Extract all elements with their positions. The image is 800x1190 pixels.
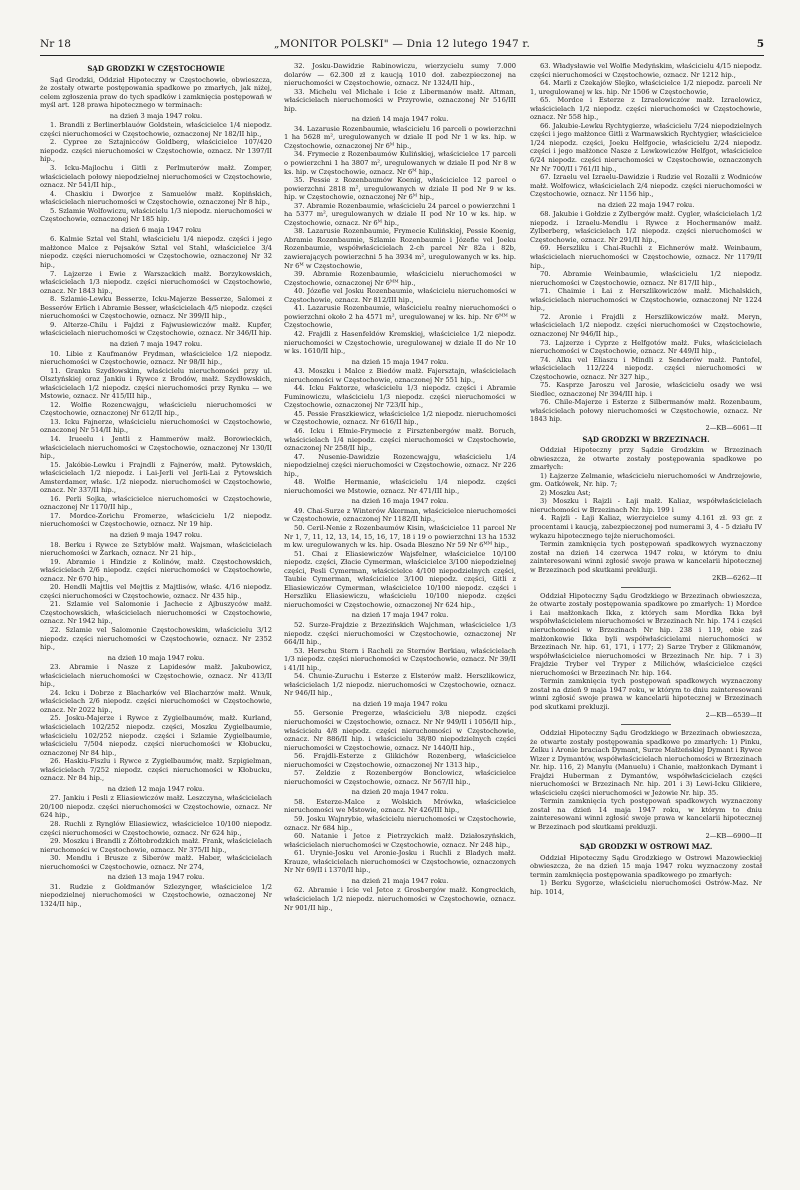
notice-paragraph: 40. Józefie vel Josku Rozenbaumie, właścicielu nieruchomości w Częstochowie, oznacz. Nr 812/III hip.,	[284, 287, 516, 304]
notice-paragraph: Oddział Hipoteczny Sądu Grodzkiego w Ostrowi Mazowieckiej obwieszcza, że na dzień 15 maja 1947 roku wyznaczony został termin zamknięcia postępowania spadkowego po zmarłych:	[530, 853, 762, 879]
notice-paragraph: 57. Zeldzie z Rozenbergów Bonclowicz, właścicielce nieruchomości w Częstochowie, oznacz. Nr 567/II hip.,	[284, 769, 516, 786]
header-rule	[40, 55, 764, 56]
term-date-heading: na dzień 17 maja 1947 roku.	[351, 611, 449, 620]
notice-reference: 2—KB—6061—II	[705, 423, 762, 432]
notice-paragraph: 42. Frajdli z Hasenfeldów Kremskiej, właścicielce 1/2 niepodz. nieruchomości w Częstochowie, uregulowanej w dziale II do Nr 10 w ks. 1610/II hip.,	[284, 329, 516, 356]
notice-paragraph: Oddział Hipoteczny przy Sądzie Grodzkim w Brzezinach obwieszcza, że otwarte zostały postępowania spadkowe po zmarłych:	[530, 446, 762, 472]
notice-paragraph: 34. Lazarusie Rozenbaumie, właścicielu 16 parceli o powierzchni 1 ha 5628 m², uregulowanych w dziale II pod Nr 1 w ks. hip. w Częstochowie, oznaczonej Nr 6ᴹ hip.,	[284, 124, 516, 150]
notice-paragraph: 1) Łajzerze Zelmanie, właścicielu nieruchomości w Andrzejowie, gm. Oatkówek, Nr. hip. 7;	[530, 471, 762, 489]
notice-paragraph: 67. Izraelu vel Izraelu-Dawidzie i Rudzie vel Rozalii z Wodniców małż. Wolfowicz, właścicielach 2/4 niepodz. części nieruchomości w Częstochowie, oznacz. Nr 1156 hip.,	[530, 173, 762, 199]
notice-paragraph: 54. Chunie-Zuruchu i Esterze z Elsterów małż. Herszlikowicz, właścicielach 1/2 niepodz. nieruchomości w Częstochowie, oznacz. Nr 946/II hip.,	[284, 672, 516, 698]
notice-paragraph: Oddział Hipoteczny Sądu Grodzkiego w Brzezinach obwieszcza, że otwarte zostały postępowania spadkowe po zmarłych: 1) Mordce i Łai małżonkach Ikka, z których sam Mordka Ikka był współwłaścicielem nieruchomości w Brzezinach Nr. hip. 174 i części nieruchomości w Brzezinach Nr hip. 238 i 119, obie zaś małżonkowie Ikka byli współwłaścicielami nieruchomości w Brzezinach Nr. hip. 61, 171, i 177; 2) Sarze Tryber z Glikmanów, współwłaścicielce nieruchomości w Brzezinach Nr. hip. 7 i 3) Frajdzie Tryber vel Tryper z Milichów, właścicielce części nieruchomości w Brzezinach Nr. hip. 164.	[530, 591, 762, 677]
notice-paragraph: 10. Libie z Kaufmanów Frydman, właścicielce 1/2 niepodz. nieruchomości w Częstochowie, oznacz. Nr 98/II hip.,	[40, 349, 272, 367]
notice-paragraph: 3. Icku-Majlochu i Gitli z Perlmuterów małż. Zomper, właścicielach połowy niepodzielnej nieruchomości w Częstochowie, oznacz. Nr 541/II hip.,	[40, 164, 272, 190]
notice-paragraph: 9. Alterze-Chilu i Fajdzi z Fajwusiewiczów małż. Kupfer, właścicielach nieruchomości w Częstochowie, oznacz. Nr 346/II hip.	[40, 320, 272, 338]
notice-paragraph: 24. Icku i Dobrze z Blacharków vel Blacharzów małż. Wnuk, właścicielach 2/6 niepodz. części nieruchomości w Częstochowie, oznacz. Nr 2022 hip.,	[40, 688, 272, 714]
notice-paragraph: 55. Gersonie Pregerze, właścicielu 3/8 niepodz. części nieruchomości w Częstochowie, oznacz. Nr Nr 949/II i 1056/II hip., właścicielu 4/8 niepodz. części nieruchomości w Częstochowie, oznacz. Nr 886/II hip. i właścicielu 38/80 niepodzielnych części nieruchomości w Częstochowie, oznacz. Nr 1440/II hip.,	[284, 709, 516, 752]
notice-paragraph: 72. Aronie i Frajdli z Herszlikowiczów małż. Meryn, właścicielach 1/2 niepodz. części nieruchomości w Częstochowie, oznaczonej Nr 946/II hip.,	[530, 312, 762, 338]
notice-paragraph: 4. Chaskiu i Dworjce z Samuelów małż. Kopińskich, właścicielach nieruchomości w Częstochowie, oznaczonej Nr 8 hip.,	[40, 189, 272, 207]
notice-paragraph: 17. Mordce-Zorichu Fromerze, właścicielu 1/2 niepodz. nieruchomości w Częstochowie, oznacz. Nr 19 hip.	[40, 511, 272, 529]
notice-paragraph: 53. Herschu Stern i Racheli ze Sternów Berkiau, właścicielach 1/3 niepodz. części nieruchomości w Częstochowie, oznacz. Nr 39/II i 41/II hip.,	[284, 646, 516, 672]
notice-paragraph: 61. Urynie-Josku vel Aronie-Josku i Ruchli z Bladych małż. Krauze, właścicielach nieruchomości w Częstochowie, oznaczonych Nr Nr 69/II i 1370/II hip.,	[284, 849, 516, 875]
term-date-heading: na dzień 6 maja 1947 roku	[110, 225, 202, 234]
court-section-title: SĄD GRODZKI W BRZEZINACH.	[582, 434, 710, 444]
notice-paragraph: 49. Chai-Surze z Winterów Akerman, właścicielce nieruchomości w Częstochowie, oznaczonej Nr 1182/II hip.,	[284, 506, 516, 524]
notice-paragraph: 62. Abramie i Icie vel Jetce z Grosbergów małż. Kongreckich, właścicielach 1/2 niepodz. nieruchomości w Częstochowie, oznacz. Nr 901/II hip.,	[284, 886, 516, 912]
notice-paragraph: 51. Chai z Eliasiewiczów Wajsfelner, właścicielce 10/100 niepodz. części, Złacie Cymerman, właścicielce 3/100 niepodzielnej części, Pesli Cymerman, właścicielce 4/100 niepodzielnych części, Taubie Cymerman, właścicielce 3/100 niepodz. części, Gitli z Eliasiewiczów Cymerman, właścicielce 10/100 niepodz. części i Herszliku Eliasiewiczu, właścicielu 10/100 niepodz. części nieruchomości w Częstochowie, oznaczonej Nr 624 hip.,	[284, 549, 516, 609]
notice-paragraph: 25. Josku-Majerze i Rywce z Zygielbaumów, małż. Kurland, właścicielach 102/252 niepodz. części, Moszku Zygielbaumie, właścicielu 102/252 niepodz. części i Szlamie Zygielbaumie, właścicielu 7/504 niepodz. części nieruchomości w Kłobucku, oznaczonej Nr 84 hip.,	[40, 714, 272, 757]
notice-paragraph: 44. Icku Faktorze, właścicielu 1/3 niepodz. części i Abramie Fuminowiczu, właścicielu 1/3 niepodz. części nieruchomości w Częstochowie, oznaczonej Nr 723/II hip.,	[284, 384, 516, 410]
notice-paragraph: 2) Moszku Ast;	[540, 488, 591, 497]
publication-title: „MONITOR POLSKI" — Dnia 12 lutego 1947 r.	[273, 38, 531, 50]
term-date-heading: na dzień 9 maja 1947 roku.	[109, 530, 203, 539]
term-date-heading: na dzień 13 maja 1947 roku.	[107, 873, 205, 882]
notice-paragraph: 1) Berku Sygorze, właścicielu nieruchomości Ostrów-Maz. Nr hip. 1014,	[530, 879, 762, 896]
text-column-1	[40, 62, 272, 1172]
page-header	[40, 38, 764, 54]
notice-separator	[621, 724, 671, 725]
term-date-heading: na dzień 12 maja 1947 roku.	[107, 784, 205, 793]
notice-paragraph: 66. Jakubie-Lewku Rychtygierze, właścicielu 7/24 niepodzielnych części i jego małżonce Gitli z Warmawskich Rychtygier, właścicielce 1/24 niepodz. części, Joeku Helfgocie, właścicielu 2/24 niepodz. części i jego małżonce Nasze z Lewkowiczów Helfgot, właścicielce 6/24 niepodz. części nieruchomości w Częstochowie, oznaczonych Nr Nr 700/II i 761/II hip.,	[530, 121, 762, 173]
page-number-right: 5	[756, 38, 764, 50]
notice-paragraph: 43. Moszku i Malce z Biedów małż. Fajersztajn, właścicielach nieruchomości w Częstochowie, oznaczonej Nr 551 hip.,	[284, 367, 516, 384]
notice-paragraph: 46. Icku i Ełmie-Frymecie z Firsztenbergów małż. Boruch, właścicielach 1/4 niepodz. części nieruchomości w Częstochowie, oznaczonej Nr 258/II hip.,	[284, 426, 516, 453]
term-date-heading: na dzień 19 maja 1947 roku	[352, 699, 448, 708]
notice-paragraph: Termin zamknięcia tych postępowań spadkowych wyznaczony został na dzień 14 maja 1947 roku, w którym to dniu zainteresowani winni zgłosić swoje prawa w kancelarii hipotecznej w Brzezinach pod skutkami prekluzji.	[530, 797, 762, 832]
notice-paragraph: 45. Pessie Fraszkiewicz, właścicielce 1/2 niepodz. nieruchomości w Częstochowie, oznacz. Nr 616/II hip.,	[284, 409, 516, 427]
notice-paragraph: 29. Moszku i Brandli z Żółtobrodzkich małż. Frank, właścicielach nieruchomości w Częstochowie, oznacz. Nr 375/II hip.,	[40, 837, 272, 854]
notice-paragraph: 31. Rudzie z Goldmanów Szlezynger, właścicielce 1/2 niepodzielnej nieruchomości w Częstochowie, oznaczonej Nr 1324/II hip.,	[40, 882, 272, 908]
term-date-heading: na dzień 16 maja 1947 roku.	[351, 497, 449, 506]
term-date-heading: na dzień 7 maja 1947 roku.	[109, 339, 203, 348]
notice-paragraph: 63. Władysławie vel Wolfie Medyńskim, właścicielu 4/15 niepodz. części nieruchomości w Częstochowie, oznacz. Nr 1212 hip.,	[530, 62, 762, 79]
notice-paragraph: 5. Szlamie Wolfowiczu, właścicielu 1/3 niepodz. nieruchomości w Częstochowie, oznaczonej Nr 185 hip.	[40, 206, 272, 224]
notice-paragraph: 59. Josku Wajnrybie, właścicielu nieruchomości w Częstochowie, oznacz. Nr 684 hip.,	[284, 815, 516, 832]
notice-paragraph: 32. Josku-Dawidzie Rabinowiczu, wierzycielu sumy 7.000 dolarów — 62.300 zł z kaucją 1010 doł. zabezpieczonej na nieruchomości w Częstochowie, oznacz. Nr 1324/II hip.,	[284, 62, 516, 88]
notice-paragraph: 6. Kalmie Sztal vel Stahl, właścicielu 1/4 niepodz. części i jego małżonce Malce z Pejsaków Sztal vel Stahl, właścicielce 3/4 niepodz. części nieruchomości w Częstochowie, oznaczonej Nr 32 hip.,	[40, 235, 272, 270]
notice-paragraph: 70. Abramie Weinbaumie, właścicielu 1/2 niepodz. nieruchomości w Częstochowie, oznacz. Nr 817/II hip.,	[530, 270, 762, 287]
notice-paragraph: 33. Michelu vel Michale i Icie z Libermanów małż. Altman, właścicielach nieruchomości w Przyrowie, oznaczonej Nr 516/III hip.	[284, 87, 516, 113]
text-column-2	[284, 62, 516, 1172]
notice-paragraph: 58. Esterze-Malce z Wolskich Mrówka, właścicielce nieruchomości we Mstowie, oznacz. Nr 426/III hip.,	[284, 797, 516, 815]
notice-reference: 2—KB—6539—II	[705, 711, 762, 720]
notice-paragraph: Termin zamknięcia tych postępowań spadkowych wyznaczony został na dzień 9 maja 1947 roku, w którym to dniu zainteresowani winni zgłosić swoje prawa w kancelarii hipotecznej w Brzezinach pod skutkami prekluzji.	[530, 677, 762, 711]
notice-paragraph: 21. Szlamie vel Salomonie i Jachecie z Ajbuszyców małż. Częstochowskich, właścicielach nieruchomości w Częstochowie, oznacz. Nr 1942 hip.,	[40, 600, 272, 626]
notice-paragraph: 2. Cypree ze Sztajnicców Goldberg, właścicielce 107/420 niepodz. części nieruchomości w Częstochowie, oznacz. Nr 1397/II hip.,	[40, 138, 272, 164]
notice-paragraph: 50. Ceril-Nenie z Rozenbaumów Kisin, właścicielce 11 parcel Nr Nr 1, 7, 11, 12, 13, 14, 15, 16, 17, 18 i 19 o powierzchni 13 ha 1532 m kw. uregulowanych w ks. hip. Osada Bleszno Nr 59 Nr 6ᴹᴹ hip.,	[284, 523, 516, 550]
term-date-heading: na dzień 21 maja 1947 roku.	[351, 876, 449, 885]
notice-paragraph: 3) Moszku i Rajzli - Łaji małż. Kaliaz, współwłaścicielach nieruchomości w Brzezinach Nr. hip. 199 i	[530, 497, 762, 514]
notice-paragraph: Oddział Hipoteczny Sądu Grodzkiego w Brzezinach obwieszcza, że otwarte zostały postępowania spadkowe po zmarłych: 1) Pinku, Zelku i Aronie braciach Dymant, Surze Małżeńskiej Dymant i Rywce Wizer z Dymantów, współwłaścicielach nieruchomości w Brzezinach Nr. hip. 116, 2) Manylu (Manuelu) i Chanie, małżonkach Dymant i Frajdzi Huberman z Dymantów, współwłaścicielach części nieruchomości w Brzezinach Nr. hip. 201 i 3) Lewi-Icku Glikiere, właścicielu części nieruchomości w Jeżowie Nr. hip. 35.	[530, 729, 762, 797]
notice-paragraph: 68. Jakubie i Gołdzie z Zylbergów małż. Cygler, właścicielach 1/2 niepodz. i Izraelu-Mendlu i Rywce z Hochermanów małż. Zylberberg, właścicielach 1/2 niepodz. części nieruchomości w Częstochowie, oznacz. Nr 291/II hip.,	[530, 210, 762, 244]
notice-paragraph: 28. Ruchli z Rynglów Eliasiewicz, właścicielce 10/100 niepodz. części nieruchomości w Częstochowie, oznacz. Nr 624 hip.,	[40, 820, 272, 837]
notice-paragraph: 73. Lajzerze i Cyprze z Helfgotów małż. Fuks, właścicielach nieruchomości w Częstochowie, oznacz. Nr 449/II hip.,	[530, 338, 762, 356]
notice-paragraph: 35. Pessie z Rozenbaumów Koenig, właścicielce 12 parcel o powierzchni 2818 m², uregulowanych w dziale II pod Nr 9 w ks. hip. w Częstochowie, oznaczonej Nr 6ᴹ hip.,	[284, 176, 516, 202]
notice-paragraph: 7. Lajzerze i Ewie z Warszackich małż. Borzykowskich, właścicielach 1/3 niepodz. części nieruchomości w Częstochowie, oznacz. Nr 1843 hip.,	[40, 269, 272, 295]
notice-paragraph: 13. Icku Fajnerze, właścicielu nieruchomości w Częstochowie, oznaczonej Nr 514/II hip.,	[40, 417, 272, 435]
notice-paragraph: 12. Wolfie Rozencwajgu, właścicielu nieruchomości w Częstochowie, oznaczonej Nr 612/II hip.,	[40, 400, 272, 418]
notice-paragraph: 74. Alku vel Eliaszu i Mindli z Senderów małż. Pantofel, właścicielach 112/224 niepodz. części nieruchomości w Częstochowie, oznacz. Nr 327 hip.,	[530, 355, 762, 381]
notice-paragraph: 60. Natanie i Jetce z Pietrzyckich małż. Działoszyńskich, właścicielach nieruchomości w Częstochowie, oznacz. Nr 248 hip.,	[284, 832, 516, 849]
notice-reference: 2KB—6262—II	[712, 574, 762, 583]
notice-paragraph: 39. Abramie Rozenbaumie, właścicielu nieruchomości w Częstochowie, oznaczonej Nr 6ᴹᴹ hip.,	[284, 270, 516, 287]
term-date-heading: na dzień 22 maja 1947 roku.	[597, 200, 695, 209]
notice-paragraph: 19. Abramie i Hindzie z Kolinów, małż. Częstochowskich, właścicielach 2/6 niepodz. części nieruchomości w Częstochowie, oznacz. Nr 670 hip.,	[40, 557, 272, 583]
notice-paragraph: 15. Jakóbie-Lewku i Frajndli z Fajnerów, małż. Pytowskich, właścicielach 1/2 niepodz. i Lai-Jerli vel Jerli-Lai z Pytowskich Amsterdamer, właśc. 1/2 niepodz. nieruchomości w Częstochowie, oznacz. Nr 337/II hip.,	[40, 460, 272, 495]
notice-paragraph: 69. Herszliku i Chai-Ruchli z Eichnerów małż. Weinbaum, właścicielach nieruchomości w Częstochowie, oznacz. Nr 1179/II hip.,	[530, 244, 762, 270]
notice-paragraph: 37. Abramie Rozenbaumie, właścicielu 24 parcel o powierzchni 1 ha 5377 m², uregulowanych w dziale II pod Nr 10 w ks. hip. w Częstochowie, oznacz. Nr 6ᴹ hip.,	[284, 201, 516, 227]
page-number-left: Nr 18	[40, 38, 71, 50]
term-date-heading: na dzień 20 maja 1947 roku.	[351, 788, 449, 797]
notice-reference: 2—KB—6900—II	[705, 831, 762, 840]
notice-paragraph: 22. Szlamie vel Salomonie Częstochowskim, właścicielu 3/12 niepodz. części nieruchomości w Częstochowie, oznacz. Nr 2352 hip.,	[40, 626, 272, 652]
notice-paragraph: 16. Perli Sojka, właścicielce nieruchomości w Częstochowie, oznaczonej Nr 1170/II hip.,	[40, 494, 272, 512]
notice-paragraph: 14. Irueelu i Jentli z Hammerów małż. Borowieckich, właścicielach nieruchomości w Częstochowie, oznaczonej Nr 130/II hip.,	[40, 434, 272, 461]
notice-paragraph: 75. Kasprze Jaroszu vel Jarosie, właścicielu osady we wsi Siedlec, oznaczonej Nr 394/III hip. i	[530, 381, 762, 398]
notice-paragraph: 48. Wolfie Hermanie, właścicielu 1/4 niepodz. części nieruchomości we Mstowie, oznacz. Nr 471/III hip.,	[284, 478, 516, 495]
notice-paragraph: 64. Marli z Czekajów Slejko, właścicielce 1/2 niepodz. parceli Nr 1, uregulowanej w ks. hip. Nr 1506 w Częstochowie,	[530, 79, 762, 96]
notice-paragraph: 1. Brandli z Berlinerblauów Goldstein, właścicielce 1/4 niepodz. części nieruchomości w Częstochowie, oznaczonej Nr 182/II hip.,	[40, 121, 272, 138]
notice-paragraph: 71. Chaimie i Łai z Herszlikowiczów małż. Michalskich, właścicielach nieruchomości w Częstochowie, oznaczonej Nr 1224 hip.,	[530, 287, 762, 313]
notice-paragraph: 38. Lazarusie Rozenbaumie, Frymecie Kulińskiej, Pessie Koenig, Abramie Rozenbaumie, Szlamie Rozenbaumie i Józefie vel Joeku Rozenbaumie, współwłaścicielach 2-ch parcel Nr 82a i 82b, zawierających powierzchni 5 ha 3934 m², uregulowanych w ks. hip. Nr 6ᴹ w Częstochowie,	[284, 227, 516, 270]
notice-paragraph: 30. Mendlu i Brusze z Siberów małż. Haber, właścicielach nieruchomości w Częstochowie, oznacz. Nr 274,	[40, 854, 272, 871]
term-date-heading: na dzień 10 maja 1947 roku.	[107, 653, 205, 662]
notice-paragraph: 11. Granku Szydłowskim, właścicielu nieruchomości przy ul. Olsztyńskiej oraz Jankiu i Rywce z Brodów, małż. Szydłowskich, właścicielach 1/2 niepodz. części nieruchomości przy Rynku — we Mstowie, oznacz. Nr 415/III hip.,	[40, 366, 272, 401]
notice-paragraph: 41. Lazarusie Rozenbaumie, właścicielu realny nieruchomości o powierzchni około 2 ha 4571 m², uregulowanej w ks. hip. Nr 6ᴹᴹ w Częstochowie,	[284, 304, 516, 330]
notice-paragraph: Termin zamknięcia tych postępowań spadkowych wyznaczony został na dzień 14 czerwca 1947 roku, w którym to dniu zainteresowani winni zgłosić swoje prawa w kancelarii hipotecznej w Brzezinach pod skutkami prekluzji.	[530, 540, 762, 574]
notice-paragraph: 4. Rajzli - Łaji Kaliaz, wierzycielce sumy 4.161 zł. 93 gr. z procentami i kaucją, zabezpieczonej pod numerami 3, 4 - 5 działu IV wykazu hipotecznego tejże nieruchomości.	[530, 514, 762, 540]
court-section-title: SĄD GRODZKI W CZĘSTOCHOWIE	[87, 64, 225, 73]
notice-paragraph: 65. Mordce i Esterze z Izraelowiczów małż. Izraelowicz, właścicielach 1/2 niepodz. części nieruchomości w Częstochowie, oznacz. Nr 558 hip.,	[530, 96, 762, 122]
text-column-3	[530, 62, 762, 1172]
notice-paragraph: 18. Berku i Rywce ze Sztyblów małż. Wajsman, właścicielach nieruchomości w Żarkach, oznacz. Nr 21 hip.,	[40, 540, 272, 558]
notice-separator	[621, 587, 671, 588]
notice-paragraph: 8. Szlamie-Lewku Besserze, Icku-Majerze Besserze, Salomei z Besserów Erlich i Abramie Besser, właścicielach 4/5 niepodz. części nieruchomości w Częstochowie, oznacz. Nr 399/II hip.,	[40, 295, 272, 321]
notice-paragraph: 23. Abramie i Nasze z Lapidesów małż. Jakubowicz, właścicielach nieruchomości w Częstochowie, oznacz. Nr 413/II hip.,	[40, 663, 272, 689]
notice-paragraph: Sąd Grodzki, Oddział Hipoteczny w Częstochowie, obwieszcza, że zostały otwarte postępowania spadkowe po zmarłych, jak niżej, celem zgłoszenia praw do tych spadków i zamknięcia postępowań w myśl art. 128 prawa hipotecznego w terminach:	[40, 75, 272, 110]
term-date-heading: na dzień 3 maja 1947 roku.	[109, 111, 203, 120]
notice-paragraph: 56. Frajdli-Esterze z Glikichów Rozenberg, właścicielce nieruchomości w Częstochowie, oznaczonej Nr 1313 hip.,	[284, 752, 516, 769]
notice-paragraph: 26. Haskiu-Fiszlu i Rywce z Zygielbaumów, małż. Szpigielman, właścicielach 7/252 niepodz. części nieruchomości w Kłobucku, oznacz. Nr 84 hip.,	[40, 757, 272, 783]
term-date-heading: na dzień 15 maja 1947 roku.	[351, 357, 449, 366]
notice-paragraph: 27. Jankiu i Pesli z Eliasiewiczów małż. Leszczyna, właścicielach 20/100 niepodz. części nieruchomości w Częstochowie, oznacz. Nr 624 hip.,	[40, 794, 272, 820]
term-date-heading: na dzień 14 maja 1947 roku.	[351, 115, 449, 124]
notice-paragraph: 34. Frymecie z Rozenbaumów Kulińskiej, właścicielce 17 parceli o powierzchni 1 ha 3807 m², uregulowanych w dziale II pod Nr 8 w ks. hip. w Częstochowie, oznacz. Nr 6ᴹ hip.,	[284, 150, 516, 176]
notice-paragraph: 76. Chile-Majerze i Esterze z Silbermanów małż. Rozenbaum, właścicielach połowy nieruchomości w Częstochowie, oznacz. Nr 1843 hip.	[530, 398, 762, 424]
court-section-title: SĄD GRODZKI W OSTROWI MAZ.	[579, 842, 713, 852]
notice-paragraph: 47. Nusenie-Dawidzie Rozencwajgu, właścicielu 1/4 niepodzielnej części nieruchomości w Częstochowie, oznacz. Nr 226 hip.,	[284, 452, 516, 478]
notice-paragraph: 52. Surze-Frajdzie z Brzezińskich Wajchman, właścicielce 1/3 niepodz. części nieruchomości w Częstochowie, oznaczonej Nr 664/II hip.,	[284, 621, 516, 647]
notice-paragraph: 20. Hendli Majtlis vel Mejtlis z Majtlisów, właśc. 4/16 niepodz. części nieruchomości w Częstochowie, oznacz. Nr 435 hip.,	[40, 583, 272, 600]
